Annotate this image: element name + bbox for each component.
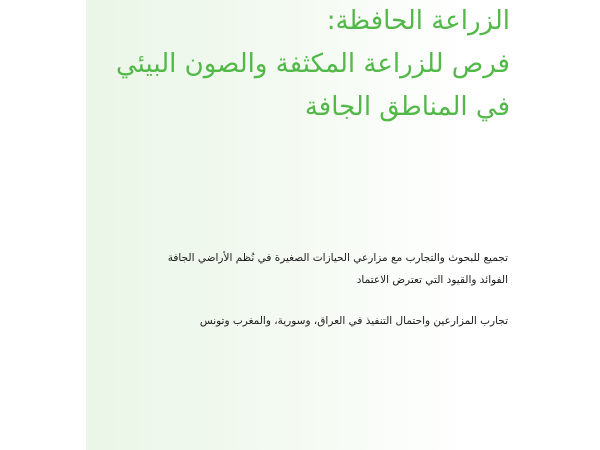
title-line-1: الزراعة الحافظة: [326, 6, 510, 36]
title-line-2: فرص للزراعة المكثفة والصون البيئي [116, 49, 510, 79]
body-paragraph-1-line-1: تجميع للبحوث والتجارب مع مزارعي الحيازات الصغيرة في نُظم الأراضي الجافة [167, 252, 508, 264]
title-line-3: في المناطق الجافة [304, 92, 510, 122]
document-subtitle-block [38, 247, 508, 332]
body-paragraph-1-line-2: الفوائد والقيود التي تعترض الاعتماد [356, 274, 508, 286]
paragraph-gap [38, 291, 508, 310]
document-title [40, 0, 510, 129]
body-paragraph-2: تجارب المزارعين واحتمال التنفيذ في العراق، وسورية، والمغرب وتونس [199, 315, 508, 327]
